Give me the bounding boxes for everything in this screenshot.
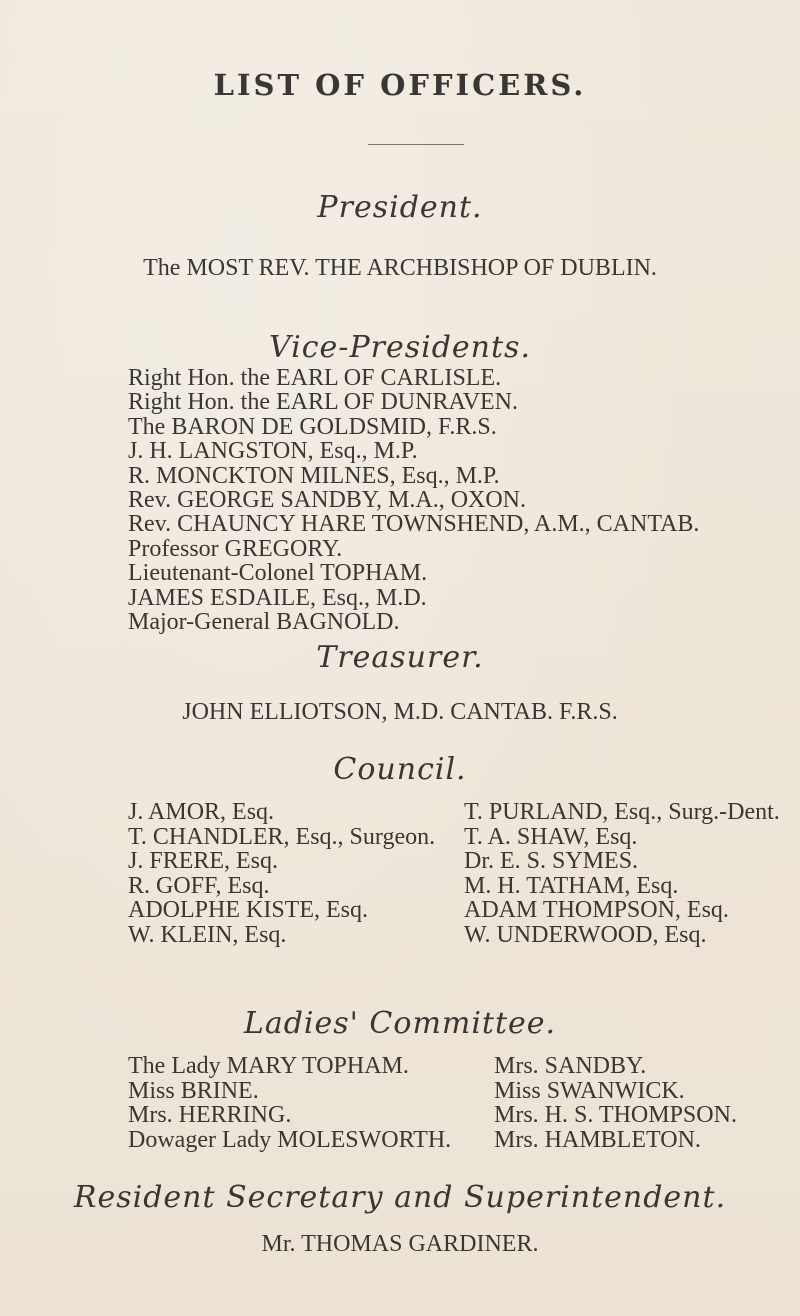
list-item: Mrs. HERRING. <box>128 1102 292 1128</box>
list-item: J. AMOR, Esq. <box>128 799 275 825</box>
list-item: The Lady MARY TOPHAM. <box>128 1053 409 1079</box>
vice-presidents-list <box>128 366 699 634</box>
list-item: ADAM THOMPSON, Esq. <box>464 897 729 923</box>
vice-presidents-heading: Vice-Presidents. <box>269 330 531 365</box>
list-item: Lieutenant-Colonel TOPHAM. <box>128 560 428 587</box>
resident-secretary-name: Mr. THOMAS GARDINER. <box>261 1231 539 1257</box>
treasurer-name: JOHN ELLIOTSON, M.D. CANTAB. F.R.S. <box>182 699 618 725</box>
list-item: M. H. TATHAM, Esq. <box>464 872 679 899</box>
list-item: JAMES ESDAILE, Esq., M.D. <box>128 584 427 611</box>
ladies-committee-left-column <box>128 1054 451 1152</box>
list-item: W. KLEIN, Esq. <box>128 921 287 948</box>
ladies-committee-heading: Ladies' Committee. <box>243 1006 557 1041</box>
page-title: LIST OF OFFICERS. <box>213 68 587 102</box>
list-item: J. FRERE, Esq. <box>128 848 279 874</box>
ladies-committee-right-column <box>494 1054 737 1152</box>
resident-secretary-heading: Resident Secretary and Superintendent. <box>73 1180 727 1215</box>
council-right-column <box>464 800 780 947</box>
list-item: R. MONCKTON MILNES, Esq., M.P. <box>128 462 500 489</box>
list-item: Mrs. SANDBY. <box>494 1053 647 1079</box>
list-item: T. CHANDLER, Esq., Surgeon. <box>128 823 436 850</box>
list-item: T. PURLAND, Esq., Surg.-Dent. <box>464 799 780 825</box>
list-item: Mrs. H. S. THOMPSON. <box>494 1102 737 1128</box>
treasurer-heading: Treasurer. <box>316 640 484 675</box>
list-item: Professor GREGORY. <box>128 535 343 562</box>
list-item: Right Hon. the EARL OF CARLISLE. <box>128 365 502 391</box>
list-item: Dowager Lady MOLESWORTH. <box>128 1126 452 1153</box>
title-divider <box>368 144 464 145</box>
list-item: Major-General BAGNOLD. <box>128 609 400 636</box>
president-heading: President. <box>317 190 483 225</box>
list-item: ADOLPHE KISTE, Esq. <box>128 897 368 923</box>
list-item: T. A. SHAW, Esq. <box>464 823 638 850</box>
list-item: Miss BRINE. <box>128 1077 259 1104</box>
president-name: The MOST REV. THE ARCHBISHOP OF DUBLIN. <box>143 255 657 281</box>
council-heading: Council. <box>333 752 467 787</box>
list-item: The BARON DE GOLDSMID, F.R.S. <box>128 413 497 440</box>
list-item: Rev. GEORGE SANDBY, M.A., OXON. <box>128 487 527 514</box>
list-item: Dr. E. S. SYMES. <box>464 848 639 874</box>
council-left-column <box>128 800 435 947</box>
list-item: Right Hon. the EARL OF DUNRAVEN. <box>128 389 519 416</box>
list-item: Miss SWANWICK. <box>494 1077 685 1104</box>
list-item: Rev. CHAUNCY HARE TOWNSHEND, A.M., CANTAB. <box>128 511 700 538</box>
list-item: Mrs. HAMBLETON. <box>494 1126 701 1153</box>
list-item: J. H. LANGSTON, Esq., M.P. <box>128 438 418 465</box>
list-item: R. GOFF, Esq. <box>128 872 270 899</box>
list-item: W. UNDERWOOD, Esq. <box>464 921 707 948</box>
